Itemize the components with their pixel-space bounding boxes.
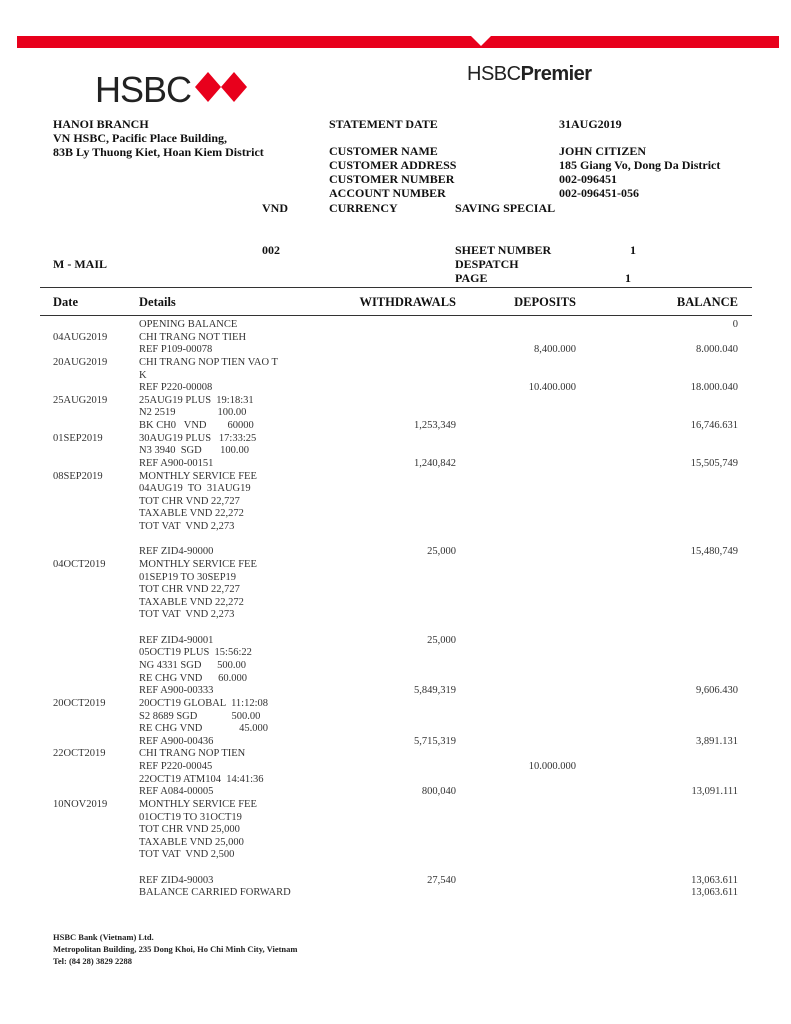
row-details: REF A900-00436 [139,735,214,747]
top-red-bar [17,36,779,48]
row-date: 20AUG2019 [53,356,108,368]
row-details: REF ZID4-90000 [139,546,214,558]
row-details: K [139,369,147,381]
row-details: REF ZID4-90003 [139,874,214,886]
row-details: MONTHLY SERVICE FEE [139,470,257,482]
sheet-number: 1 [630,243,636,257]
customer-name-label: CUSTOMER NAME [329,144,438,158]
table-header-rule [40,315,752,316]
row-details: TOT VAT VND 2,500 [139,849,235,861]
row-date: 20OCT2019 [53,697,106,709]
row-date: 08SEP2019 [53,470,103,482]
row-details: TOT CHR VND 22,727 [139,584,240,596]
row-details: TOT CHR VND 25,000 [139,824,240,836]
row-details: RE CHG VND 60.000 [139,672,248,684]
row-details: REF ZID4-90001 [139,634,214,646]
row-details: OPENING BALANCE [139,319,238,330]
hsbc-logo-text: HSBC [95,69,192,110]
row-date: 25AUG2019 [53,394,108,406]
top-bar-notch [471,36,491,46]
row-withdrawals: 25,000 [427,546,456,558]
branch-name: HANOI BRANCH [53,117,149,131]
currency-code: VND [262,201,288,215]
row-details: BK CH0 VND 60000 [139,420,254,432]
row-details: CHI TRANG NOT TIEH [139,331,247,343]
column-header-date: Date [53,295,78,309]
row-details: REF A900-00151 [139,457,214,469]
row-details: REF P220-00008 [139,382,213,394]
row-details: TOT VAT VND 2,273 [139,609,235,621]
currency-label: CURRENCY [329,201,398,215]
sheet-number-label: SHEET NUMBER [455,243,552,257]
footer-bank-name: HSBC Bank (Vietnam) Ltd. [53,932,154,942]
row-details: NG 4331 SGD 500.00 [139,660,247,671]
page-label: PAGE [455,271,488,285]
row-balance: 0 [732,319,738,330]
column-header-deposits: DEPOSITS [514,295,576,309]
row-balance: 13,091.111 [691,786,738,798]
column-header-balance: BALANCE [676,295,738,309]
customer-name: JOHN CITIZEN [559,144,647,158]
row-details: TAXABLE VND 22,272 [139,596,244,608]
footer-phone: Tel: (84 28) 3829 2288 [53,956,133,966]
row-details: REF A900-00333 [139,685,214,697]
row-details: TOT CHR VND 22,727 [139,495,240,507]
row-withdrawals: 27,540 [427,874,456,886]
row-details: 01OCT19 TO 31OCT19 [139,811,242,823]
account-type: SAVING SPECIAL [455,201,556,215]
row-details: REF A084-00005 [139,786,214,798]
hsbc-premier-logo: HSBCPremier [467,63,592,85]
row-deposits: 10.000.000 [528,761,576,773]
row-withdrawals: 1,253,349 [414,420,456,432]
row-details: N3 3940 SGD 100.00 [139,445,249,457]
row-date: 01SEP2019 [53,432,103,444]
row-details: CHI TRANG NOP TIEN VAO T [139,356,278,368]
column-header-details: Details [139,295,176,309]
row-details: 20OCT19 GLOBAL 11:12:08 [139,697,269,709]
row-details: MONTHLY SERVICE FEE [139,558,257,570]
hsbc-hexagon-icon [195,72,247,102]
customer-number-label: CUSTOMER NUMBER [329,172,455,186]
row-details: TAXABLE VND 22,272 [139,508,244,520]
row-details: 05OCT19 PLUS 15:56:22 [139,647,252,659]
branch-code: 002 [262,243,280,257]
row-withdrawals: 800,040 [421,786,456,798]
row-deposits: 10.400.000 [528,382,576,394]
row-balance: 9,606.430 [696,685,738,697]
page-number: 1 [625,271,631,285]
row-withdrawals: 25,000 [427,634,456,646]
footer-address: Metropolitan Building, 235 Dong Khoi, Ho Chi Minh City, Vietnam [53,944,298,954]
row-details: TAXABLE VND 25,000 [139,836,244,848]
row-balance: 15,505,749 [690,457,738,469]
row-details: N2 2519 100.00 [139,407,247,419]
row-balance: 18.000.040 [690,382,738,394]
row-withdrawals: 5,715,319 [414,735,456,747]
row-details: RE CHG VND 45.000 [139,723,269,735]
table-top-rule [40,287,752,288]
mail-label: M - MAIL [53,257,107,271]
row-balance: 3,891.131 [696,735,738,747]
account-number-label: ACCOUNT NUMBER [329,186,446,200]
row-date: 10NOV2019 [53,798,108,810]
row-date: 22OCT2019 [53,748,106,760]
column-header-withdrawals: WITHDRAWALS [359,295,456,309]
despatch-label: DESPATCH [455,257,519,271]
row-details: CHI TRANG NOP TIEN [139,748,246,760]
row-details: TOT VAT VND 2,273 [139,521,235,533]
account-number: 002-096451-056 [559,186,639,200]
row-details: S2 8689 SGD 500.00 [139,710,261,722]
row-balance: 13,063.611 [691,887,738,899]
row-details: BALANCE CARRIED FORWARD [139,887,291,899]
row-balance: 8.000.040 [696,344,738,356]
row-details: 22OCT19 ATM104 14:41:36 [139,773,264,785]
row-details: 25AUG19 PLUS 19:18:31 [139,394,254,406]
branch-address-line2: 83B Ly Thuong Kiet, Hoan Kiem District [53,145,264,159]
customer-address: 185 Giang Vo, Dong Da District [559,158,721,172]
row-balance: 15,480,749 [690,546,738,558]
statement-date-label: STATEMENT DATE [329,117,438,131]
row-details: 04AUG19 TO 31AUG19 [139,483,251,495]
row-balance: 13,063.611 [691,874,738,886]
row-date: 04OCT2019 [53,558,106,570]
row-details: 01SEP19 TO 30SEP19 [139,571,237,583]
customer-address-label: CUSTOMER ADDRESS [329,158,457,172]
customer-number: 002-096451 [559,172,617,186]
row-deposits: 8,400.000 [534,344,576,356]
row-details: 30AUG19 PLUS 17:33:25 [139,432,257,444]
row-details: MONTHLY SERVICE FEE [139,798,257,810]
row-withdrawals: 1,240,842 [414,457,456,469]
branch-address-line1: VN HSBC, Pacific Place Building, [53,131,227,145]
row-details: REF P109-00078 [139,344,213,356]
row-balance: 16,746.631 [690,420,738,432]
row-withdrawals: 5,849,319 [414,685,456,697]
row-date: 04AUG2019 [53,331,108,343]
row-details: REF P220-00045 [139,761,213,773]
statement-date: 31AUG2019 [559,117,622,131]
